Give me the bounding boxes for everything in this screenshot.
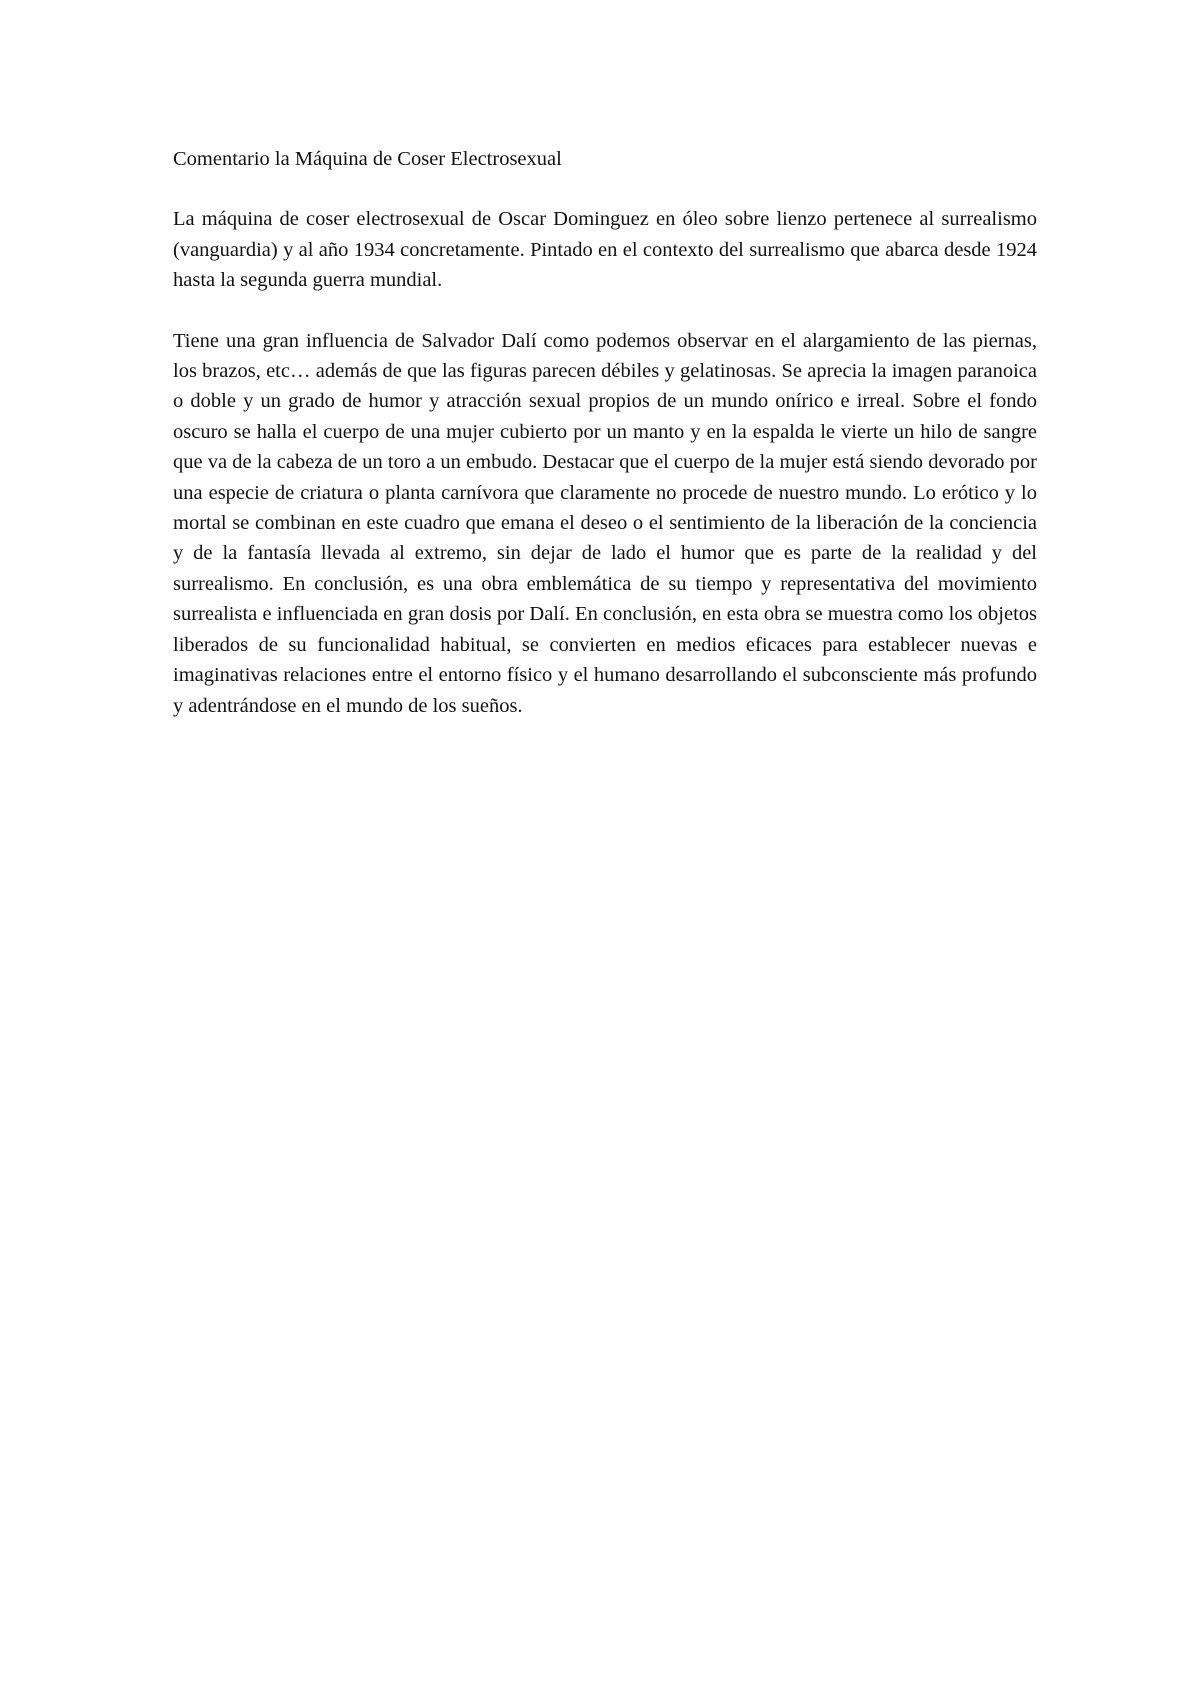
paragraph-analysis: Tiene una gran influencia de Salvador Dalí como podemos observar en el alargamiento de las piernas, los brazos, etc… además de que las figuras parecen débiles y gelatinosas. Se aprecia la imagen paranoica o doble y un grado de humor y atracción sexual propios de un mundo onírico e irreal. Sobre el fondo oscuro se halla el cuerpo de una mujer cubierto por un manto y en la espalda le vierte un hilo de sangre que va de la cabeza de un toro a un embudo. Destacar que el cuerpo de la mujer está siendo devorado por una especie de criatura o planta carnívora que claramente no procede de nuestro mundo. Lo erótico y lo mortal se combinan en este cuadro que emana el deseo o el sentimiento de la liberación de la conciencia y de la fantasía llevada al extremo, sin dejar de lado el humor que es parte de la realidad y del surrealismo. En conclusión, es una obra emblemática de su tiempo y representativa del movimiento surrealista e influenciada en gran dosis por Dalí. En conclusión, en esta obra se muestra como los objetos liberados de su funcionalidad habitual, se convierten en medios eficaces para establecer nuevas e imaginativas relaciones entre el entorno físico y el humano desarrollando el subconsciente más profundo y adentrándose en el mundo de los sueños. bbox=[173, 329, 1037, 717]
document-body bbox=[173, 144, 1037, 751]
paragraph-intro: La máquina de coser electrosexual de Oscar Dominguez en óleo sobre lienzo pertenece al surrealismo (vanguardia) y al año 1934 concretamente. Pintado en el contexto del surrealismo que abarca desde 1924 hasta la segunda guerra mundial. bbox=[173, 208, 1037, 292]
document-title: Comentario la Máquina de Coser Electrosexual bbox=[173, 148, 562, 170]
